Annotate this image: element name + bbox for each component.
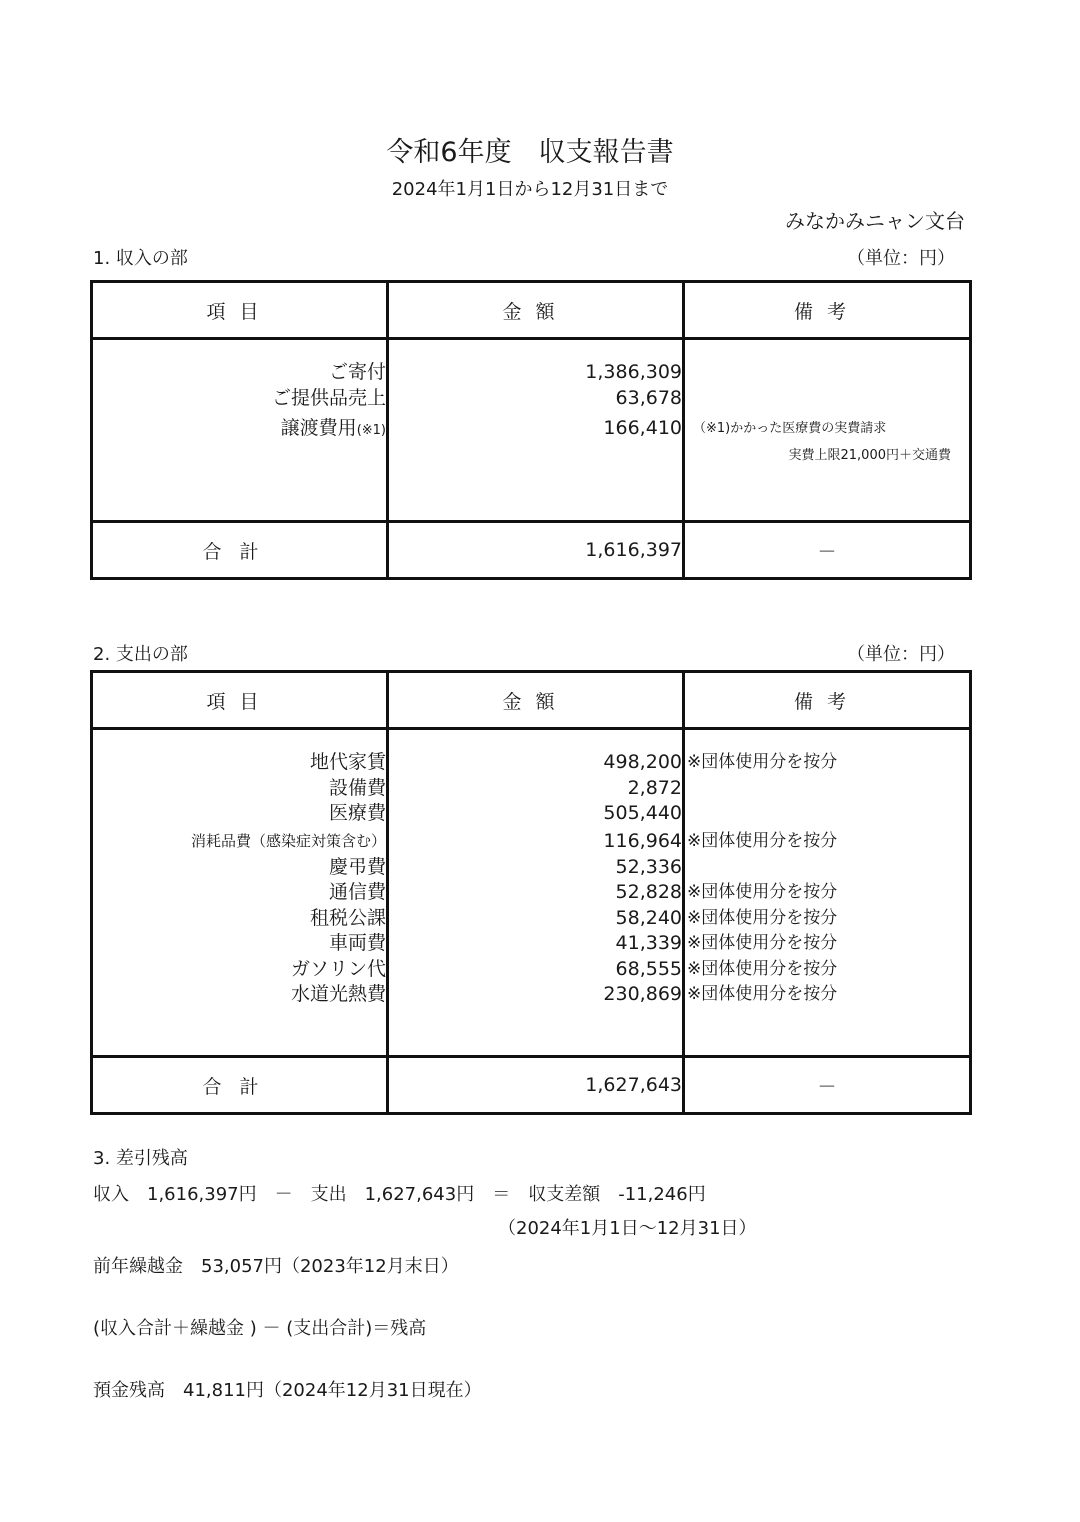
expense-total-note: － bbox=[684, 1057, 971, 1114]
income-amount-donation: 1,386,309 bbox=[585, 361, 682, 383]
expense-note bbox=[685, 801, 969, 827]
expense-total-row bbox=[92, 1057, 971, 1114]
carryover-amount: 前年繰越金 53,057円（2023年12月末日） bbox=[93, 1256, 459, 1277]
expense-note: ※団体使用分を按分 bbox=[687, 907, 838, 928]
expense-col-item: 項目 bbox=[92, 672, 388, 729]
expense-amount: 230,869 bbox=[603, 983, 682, 1005]
income-amount-transfer-fee: 166,410 bbox=[603, 417, 682, 439]
expense-note: ※団体使用分を按分 bbox=[687, 933, 838, 953]
page-title: 令和6年度 収支報告書 bbox=[386, 137, 674, 168]
income-total-amount: 1,616,397 bbox=[388, 522, 684, 579]
expense-item: 医療費 bbox=[328, 802, 386, 824]
balance-section-title: 3. 差引残高 bbox=[93, 1148, 188, 1169]
income-header-row bbox=[92, 282, 971, 339]
income-note-line1: （※1)かかった医療費の実費請求 bbox=[693, 421, 887, 436]
expense-table bbox=[90, 670, 972, 1115]
expense-note bbox=[685, 855, 969, 881]
expense-item: 水道光熱費 bbox=[290, 983, 386, 1005]
income-body-row bbox=[92, 339, 971, 522]
income-col-amount: 金額 bbox=[388, 282, 684, 339]
income-item-donation: ご寄付 bbox=[328, 361, 386, 383]
income-item-transfer-fee: 譲渡費用(※1) bbox=[280, 417, 386, 439]
expense-section-title: 2. 支出の部 bbox=[93, 644, 188, 665]
expense-note: ※団体使用分を按分 bbox=[687, 752, 838, 772]
report-period: 2024年1月1日から12月31日まで bbox=[391, 179, 669, 200]
expense-item: 通信費 bbox=[328, 881, 386, 903]
expense-amount: 505,440 bbox=[603, 802, 682, 824]
expense-unit-label: （単位：円） bbox=[847, 644, 955, 665]
expense-amount: 68,555 bbox=[615, 957, 682, 980]
expense-note: ※団体使用分を按分 bbox=[687, 830, 838, 851]
income-section-title: 1. 収入の部 bbox=[93, 248, 188, 269]
expense-header-row bbox=[92, 672, 971, 729]
income-total-note: － bbox=[684, 522, 971, 579]
expense-note: ※団体使用分を按分 bbox=[687, 882, 838, 902]
deposit-balance: 預金残高 41,811円（2024年12月31日現在） bbox=[93, 1380, 482, 1401]
expense-note: ※団体使用分を按分 bbox=[687, 984, 838, 1004]
expense-total-amount: 1,627,643 bbox=[388, 1057, 684, 1114]
income-note-line2: 実費上限21,000円＋交通費 bbox=[788, 447, 951, 463]
expense-col-note: 備考 bbox=[684, 672, 971, 729]
expense-item: 地代家賃 bbox=[309, 751, 386, 773]
balance-formula: 収入 1,616,397円 － 支出 1,627,643円 ＝ 収支差額 -11,246円 bbox=[93, 1184, 706, 1205]
expense-item: ガソリン代 bbox=[290, 957, 386, 980]
expense-amount: 41,339 bbox=[615, 932, 682, 954]
expense-col-amount: 金額 bbox=[388, 672, 684, 729]
expense-item: 消耗品費（感染症対策含む） bbox=[190, 831, 386, 850]
income-total-row bbox=[92, 522, 971, 579]
expense-item: 車両費 bbox=[328, 932, 386, 954]
balance-equation: (収入合計＋繰越金 ) － (支出合計)＝残高 bbox=[93, 1318, 427, 1339]
expense-amount: 498,200 bbox=[603, 751, 682, 773]
income-total-label: 合計 bbox=[92, 522, 388, 579]
income-unit-label: （単位：円） bbox=[847, 248, 955, 269]
income-amount-goods-sales: 63,678 bbox=[615, 386, 682, 409]
expense-note bbox=[685, 776, 969, 802]
income-col-item: 項目 bbox=[92, 282, 388, 339]
income-col-note: 備考 bbox=[684, 282, 971, 339]
organization-name: みなかみニャン文台 bbox=[785, 209, 965, 233]
expense-item: 租税公課 bbox=[309, 906, 386, 929]
expense-amount: 52,828 bbox=[615, 881, 682, 903]
expense-total-label: 合計 bbox=[92, 1057, 388, 1114]
income-table bbox=[90, 280, 972, 580]
expense-amount: 52,336 bbox=[615, 855, 682, 878]
balance-period: （2024年1月1日～12月31日） bbox=[498, 1218, 757, 1239]
income-item-goods-sales: ご提供品売上 bbox=[271, 386, 386, 409]
expense-note: ※団体使用分を按分 bbox=[687, 958, 838, 979]
expense-item: 設備費 bbox=[328, 776, 386, 799]
expense-body-row bbox=[92, 729, 971, 1057]
expense-amount: 116,964 bbox=[603, 829, 682, 852]
expense-amount: 2,872 bbox=[627, 776, 682, 799]
expense-item: 慶弔費 bbox=[328, 855, 386, 878]
expense-amount: 58,240 bbox=[615, 906, 682, 929]
